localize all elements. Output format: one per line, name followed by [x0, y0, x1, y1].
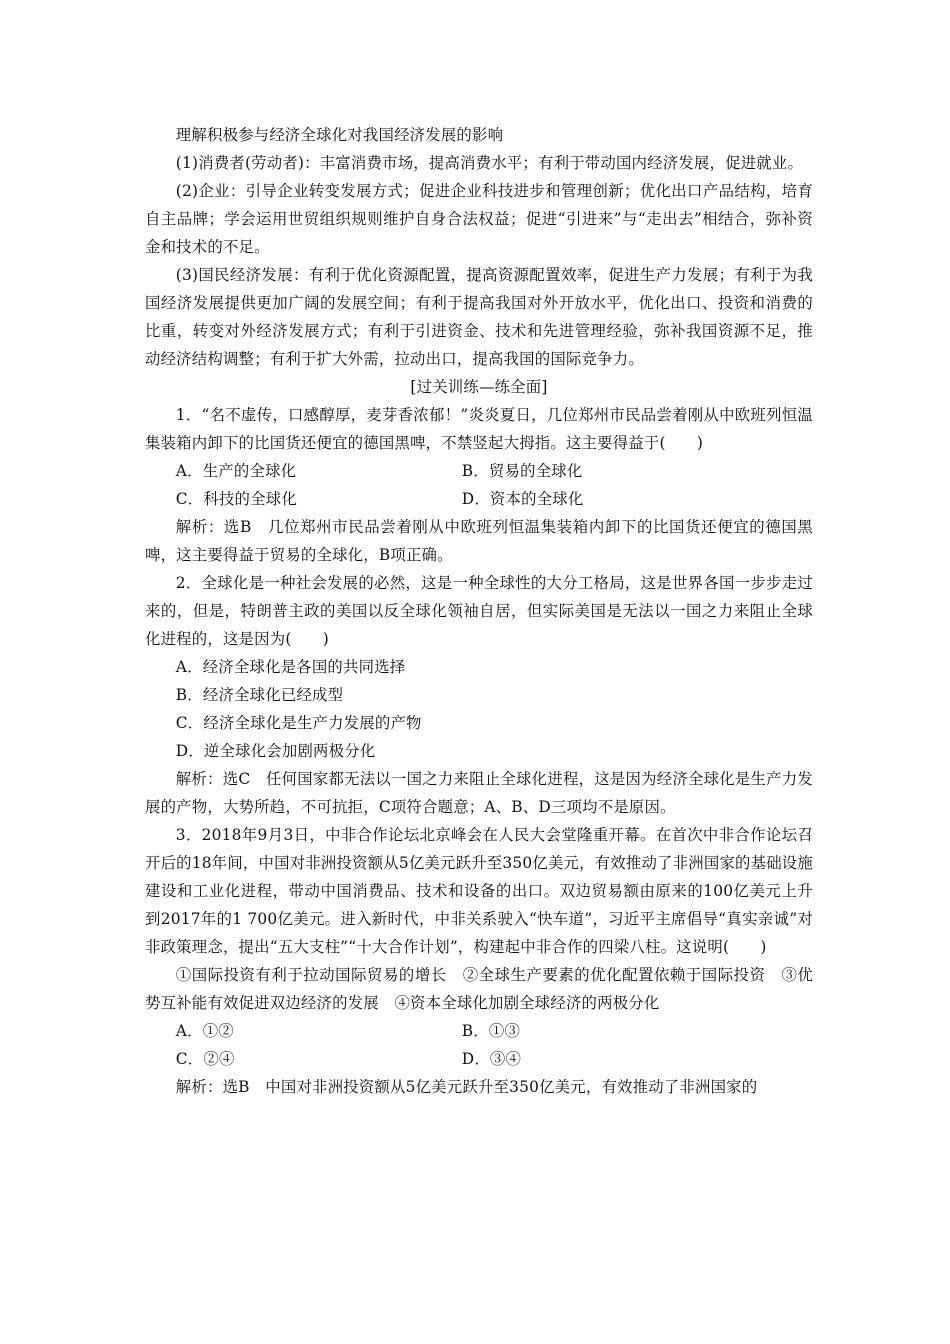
question-2-option-d: D．逆全球化会加剧两极分化 — [175, 742, 376, 760]
question-1-options-row-1 — [145, 457, 813, 485]
question-1-options-row-2 — [145, 485, 813, 513]
question-1-option-d: D．资本的全球化 — [461, 490, 584, 508]
question-3-option-c: C．②④ — [175, 1050, 235, 1068]
section-heading: [过关训练—练全面] — [410, 378, 548, 396]
question-2-option-a: A．经济全球化是各国的共同选择 — [175, 658, 406, 676]
question-1-option-b: B．贸易的全球化 — [461, 462, 583, 480]
question-3-statements: ①国际投资有利于拉动国际贸易的增长 ②全球生产要素的优化配置依赖于国际投资 ③优势互补能有效促进双边经济的发展 ④资本全球化加剧全球经济的两极分化 — [145, 966, 813, 1012]
question-3-option-a: A．①② — [175, 1022, 234, 1040]
question-1-option-c: C．科技的全球化 — [175, 490, 297, 508]
question-1-stem: 1．“名不虚传，口感醇厚，麦芽香浓郁！”炎炎夏日，几位郑州市民品尝着刚从中欧班列恒温集装箱内卸下的比国货还便宜的德国黑啤，不禁竖起大拇指。这主要得益于( ) — [145, 406, 813, 452]
question-3-option-d: D．③④ — [461, 1050, 522, 1068]
question-3-stem: 3．2018年9月3日，中非合作论坛北京峰会在人民大会堂隆重开幕。在首次中非合作论坛召开后的18年间，中国对非洲投资额从5亿美元跃升至350亿美元，有效推动了非洲国家的基础设施建设和工业化进程，带动中国消费品、技术和设备的出口。双边贸易额由原来的100亿美元上升到2017年的1 700亿美元。进入新时代，中非关系驶入“快车道”，习近平主席倡导“真实亲诚”对非政策理念，提出“五大支柱”“十大合作计划”，构建起中非合作的四梁八柱。这说明( ) — [145, 826, 813, 956]
question-2-analysis: 解析：选C 任何国家都无法以一国之力来阻止全球化进程，这是因为经济全球化是生产力发展的产物，大势所趋，不可抗拒，C项符合题意；A、B、D三项均不是原因。 — [145, 770, 813, 816]
question-1-option-a: A．生产的全球化 — [175, 462, 297, 480]
question-3-options-row-1 — [145, 1017, 813, 1045]
summary-economy-paragraph: (3)国民经济发展：有利于优化资源配置，提高资源配置效率，促进生产力发展；有利于为我国经济发展提供更加广阔的发展空间；有利于提高我国对外开放水平，优化出口、投资和消费的比重，转变对外经济发展方式；有利于引进资金、技术和先进管理经验，弥补我国资源不足，推动经济结构调整；有利于扩大外需，拉动出口，提高我国的国际竞争力。 — [145, 266, 813, 368]
document-body — [145, 121, 813, 1101]
question-2-option-b: B．经济全球化已经成型 — [175, 686, 344, 704]
summary-consumer-paragraph: (1)消费者(劳动者)：丰富消费市场，提高消费水平；有利于带动国内经济发展，促进就业。 — [175, 154, 804, 172]
question-3-analysis: 解析：选B 中国对非洲投资额从5亿美元跃升至350亿美元，有效推动了非洲国家的 — [175, 1078, 758, 1096]
question-1-analysis: 解析：选B 几位郑州市民品尝着刚从中欧班列恒温集装箱内卸下的比国货还便宜的德国黑啤，这主要得益于贸易的全球化，B项正确。 — [145, 518, 813, 564]
question-3-options-row-2 — [145, 1045, 813, 1073]
question-2-option-c: C．经济全球化是生产力发展的产物 — [175, 714, 422, 732]
summary-enterprise-paragraph: (2)企业：引导企业转变发展方式；促进企业科技进步和管理创新；优化出口产品结构，培育自主品牌；学会运用世贸组织规则维护自身合法权益；促进“引进来”与“走出去”相结合，弥补资金和技术的不足。 — [145, 182, 813, 256]
question-3-option-b: B．①③ — [461, 1022, 521, 1040]
summary-title: 理解积极参与经济全球化对我国经济发展的影响 — [175, 126, 504, 144]
question-2-stem: 2．全球化是一种社会发展的必然，这是一种全球性的大分工格局，这是世界各国一步步走过来的，但是，特朗普主政的美国以反全球化领袖自居，但实际美国是无法以一国之力来阻止全球化进程的，这是因为( ) — [145, 574, 813, 648]
